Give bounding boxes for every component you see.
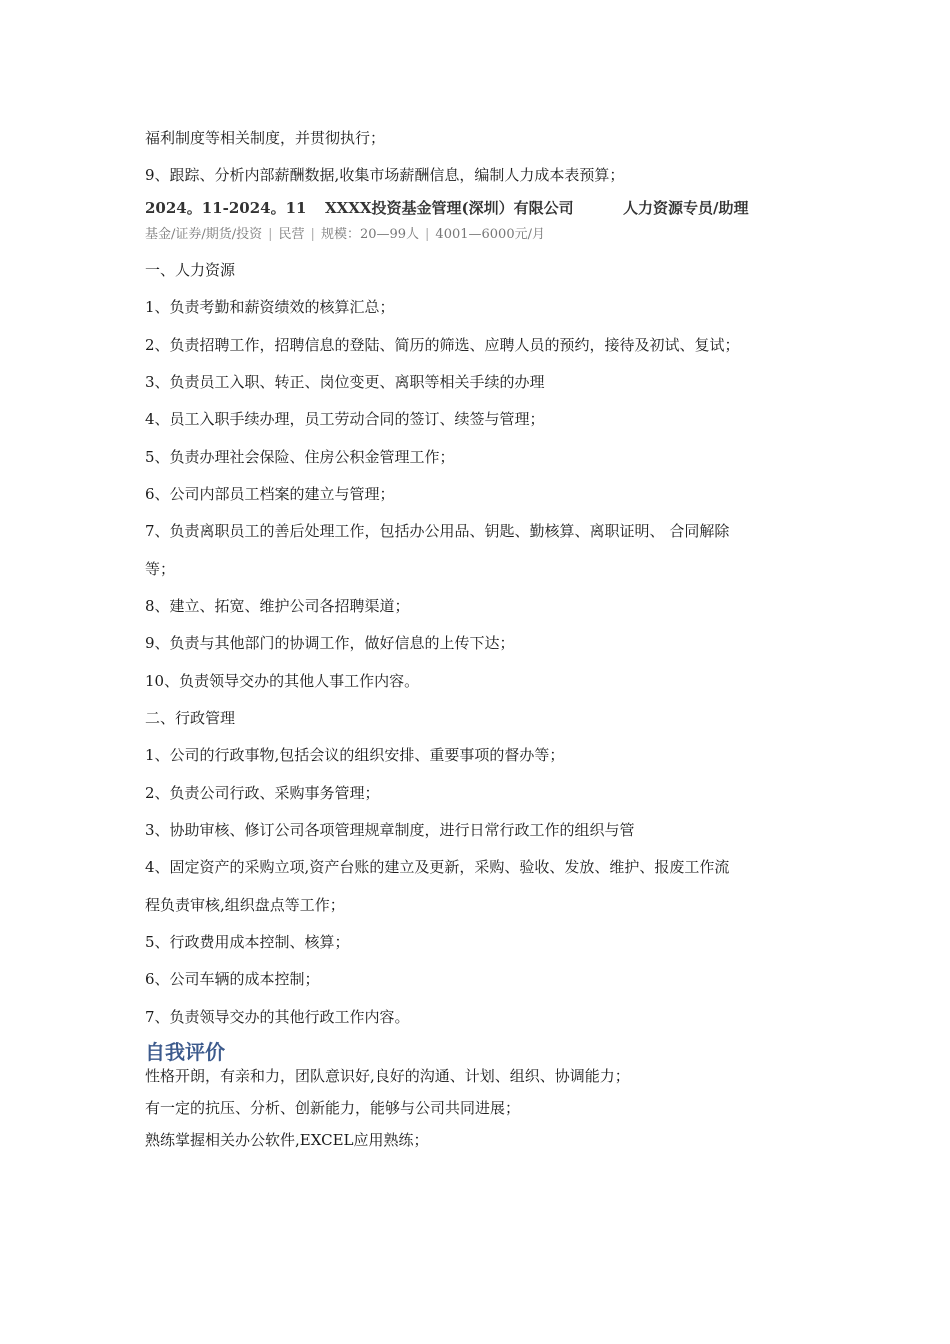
hr-section-title: 一、人力资源 (145, 261, 236, 279)
hr-item: 4、员工入职手续办理，员工劳动合同的签订、续签与管理； (145, 410, 545, 428)
job-salary: 4001—6000元/月 (435, 227, 545, 242)
hr-item: 7、负责离职员工的善后处理工作，包括办公用品、钥匙、勤核算、离职证明、 合同解除 (145, 522, 730, 540)
hr-item: 6、公司内部员工档案的建立与管理； (145, 485, 395, 503)
self-evaluation-item: 有一定的抗压、分析、创新能力，能够与公司共同进展； (145, 1099, 521, 1117)
admin-item: 4、固定资产的采购立项,资产台账的建立及更新，采购、验收、发放、维护、报废工作流 (145, 858, 730, 876)
admin-item: 2、负责公司行政、采购事务管理； (145, 784, 380, 802)
hr-item: 1、负责考勤和薪资绩效的核算汇总； (145, 298, 395, 316)
meta-divider: | (268, 227, 273, 242)
admin-item: 3、协助审核、修订公司各项管理规章制度，进行日常行政工作的组织与管 (145, 821, 635, 839)
meta-divider: | (310, 227, 315, 242)
hr-item: 9、负责与其他部门的协调工作，做好信息的上传下达； (145, 634, 515, 652)
hr-item: 10、负责领导交办的其他人事工作内容。 (145, 672, 420, 690)
intro-line-2: 9、跟踪、分析内部薪酬数据,收集市场薪酬信息，编制人力成本表预算； (145, 166, 625, 184)
self-evaluation-heading: 自我评价 (145, 1040, 225, 1064)
job-scale: 规模：20—99人 (320, 227, 420, 242)
job-period: 2024。11-2024。11 (145, 199, 307, 217)
admin-item-continued: 程负责审核,组织盘点等工作； (145, 896, 345, 914)
job-position: 人力资源专员/助理 (623, 199, 749, 217)
hr-item: 2、负责招聘工作，招聘信息的登陆、简历的筛选、应聘人员的预约，接待及初试、复试； (145, 336, 740, 354)
meta-divider: | (425, 227, 430, 242)
self-evaluation-item: 熟练掌握相关办公软件,EXCEL应用熟练； (145, 1131, 429, 1149)
intro-line-1: 福利制度等相关制度，并贯彻执行； (145, 129, 386, 147)
hr-item: 8、建立、拓宽、维护公司各招聘渠道； (145, 597, 410, 615)
job-company: XXXX投资基金管理(深圳）有限公司 (325, 199, 574, 217)
job-header (145, 197, 748, 218)
admin-item: 6、公司车辆的成本控制； (145, 970, 320, 988)
admin-item: 1、公司的行政事物,包括会议的组织安排、重要事项的督办等； (145, 746, 565, 764)
self-evaluation-item: 性格开朗，有亲和力，团队意识好,良好的沟通、计划、组织、协调能力； (145, 1067, 630, 1085)
job-meta (145, 223, 545, 242)
admin-item: 5、行政费用成本控制、核算； (145, 933, 350, 951)
job-industry: 基金/证券/期货/投资 (145, 227, 263, 242)
admin-item: 7、负责领导交办的其他行政工作内容。 (145, 1008, 410, 1026)
hr-item: 5、负责办理社会保险、住房公积金管理工作； (145, 448, 455, 466)
hr-item: 3、负责员工入职、转正、岗位变更、离职等相关手续的办理 (145, 373, 545, 391)
job-company-type: 民营 (278, 227, 305, 242)
hr-item-continued: 等； (145, 560, 176, 578)
admin-section-title: 二、行政管理 (145, 709, 236, 727)
